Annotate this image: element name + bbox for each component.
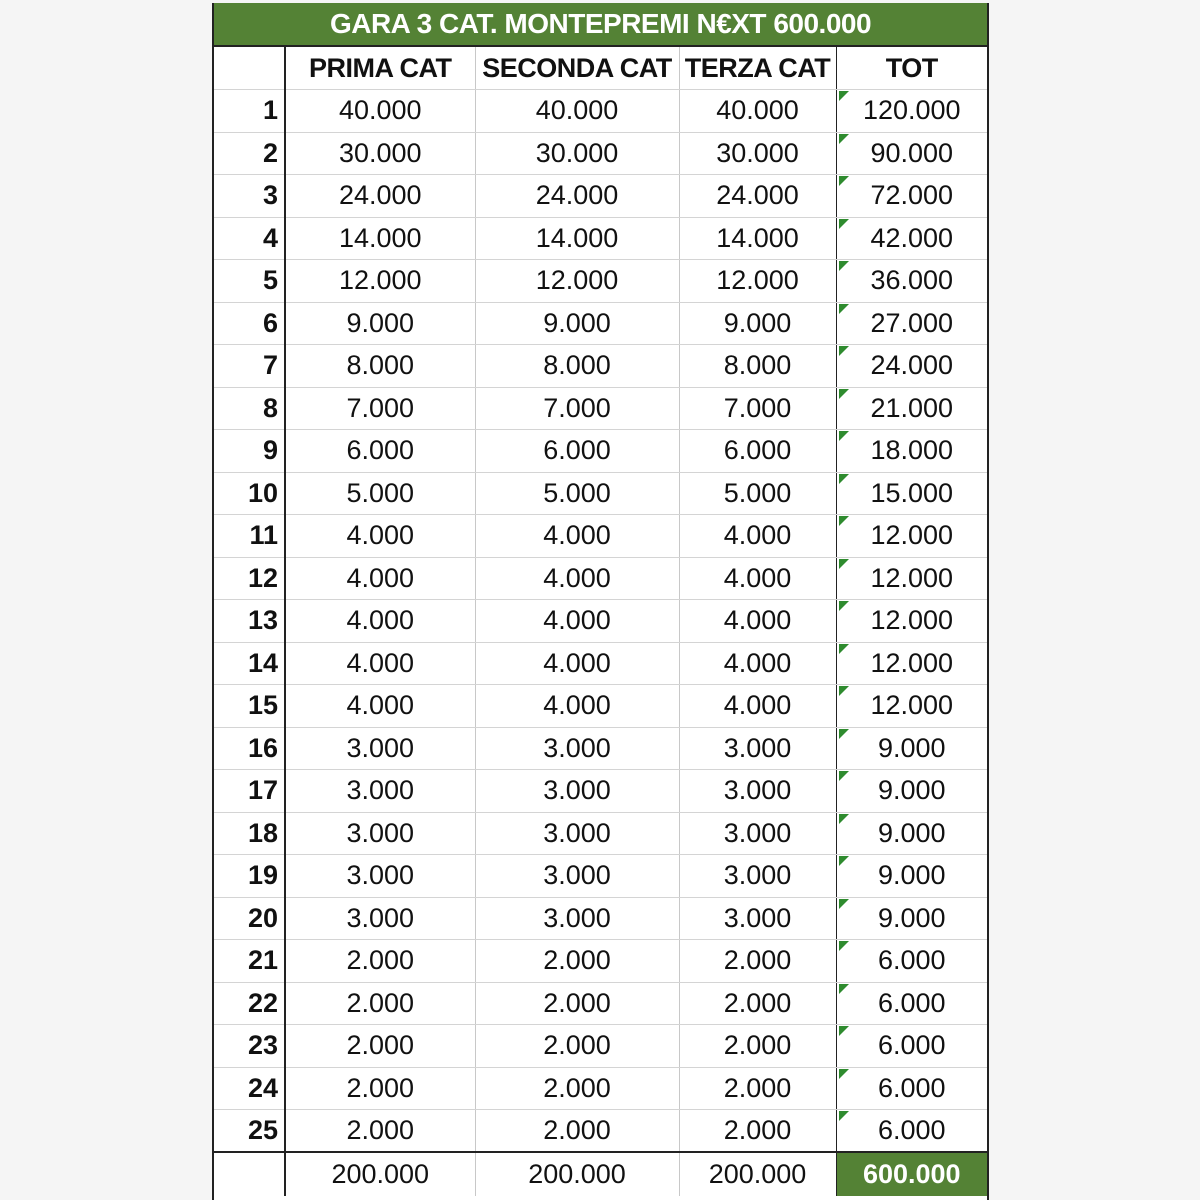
prima-cat-cell[interactable]: 8.000: [285, 345, 475, 388]
terza-cat-cell[interactable]: 8.000: [679, 345, 836, 388]
table-row: [214, 770, 987, 813]
terza-cat-cell[interactable]: 3.000: [679, 897, 836, 940]
table-row: [214, 430, 987, 473]
seconda-cat-cell[interactable]: 6.000: [475, 430, 679, 473]
terza-cat-cell[interactable]: 4.000: [679, 600, 836, 643]
terza-cat-cell[interactable]: 2.000: [679, 940, 836, 983]
total-seconda-cell[interactable]: 200.000: [475, 1152, 679, 1196]
tot-cell[interactable]: [836, 855, 987, 898]
rank-cell[interactable]: 14: [214, 642, 285, 685]
formula-indicator-icon: [839, 814, 849, 824]
formula-indicator-icon: [839, 984, 849, 994]
seconda-cat-cell[interactable]: 9.000: [475, 302, 679, 345]
formula-indicator-icon: [839, 304, 849, 314]
rank-cell[interactable]: 13: [214, 600, 285, 643]
tot-value: 6.000: [877, 1072, 946, 1103]
table-row: [214, 1110, 987, 1153]
seconda-cat-cell[interactable]: 3.000: [475, 855, 679, 898]
total-prima-cell[interactable]: 200.000: [285, 1152, 475, 1196]
seconda-cat-cell[interactable]: 40.000: [475, 90, 679, 133]
tot-value: 21.000: [870, 392, 954, 423]
rank-cell[interactable]: 6: [214, 302, 285, 345]
rank-cell[interactable]: 2: [214, 132, 285, 175]
prima-cat-cell[interactable]: 3.000: [285, 770, 475, 813]
rank-cell[interactable]: 17: [214, 770, 285, 813]
tot-value: 18.000: [870, 435, 954, 466]
table-row: [214, 982, 987, 1025]
prima-cat-cell[interactable]: 5.000: [285, 472, 475, 515]
tot-cell[interactable]: [836, 897, 987, 940]
seconda-cat-cell[interactable]: 4.000: [475, 642, 679, 685]
table-row: [214, 1025, 987, 1068]
tot-cell[interactable]: [836, 132, 987, 175]
prima-cat-cell[interactable]: 4.000: [285, 515, 475, 558]
tot-value: 120.000: [862, 95, 961, 126]
terza-cat-cell[interactable]: 3.000: [679, 727, 836, 770]
terza-cat-cell[interactable]: 2.000: [679, 1067, 836, 1110]
rank-cell[interactable]: 10: [214, 472, 285, 515]
formula-indicator-icon: [839, 91, 849, 101]
formula-indicator-icon: [839, 601, 849, 611]
formula-indicator-icon: [839, 261, 849, 271]
prima-cat-cell[interactable]: 4.000: [285, 557, 475, 600]
formula-indicator-icon: [839, 941, 849, 951]
prima-cat-cell[interactable]: 24.000: [285, 175, 475, 218]
formula-indicator-icon: [839, 431, 849, 441]
prima-cat-cell[interactable]: 2.000: [285, 1110, 475, 1153]
prize-table-sheet: [212, 3, 989, 1200]
tot-cell[interactable]: [836, 217, 987, 260]
prima-cat-cell[interactable]: 2.000: [285, 940, 475, 983]
rank-cell[interactable]: 12: [214, 557, 285, 600]
table-title: GARA 3 CAT. MONTEPREMI N€XT 600.000: [214, 3, 987, 47]
rank-cell[interactable]: 20: [214, 897, 285, 940]
totals-row: [214, 1152, 987, 1196]
table-row: [214, 387, 987, 430]
table-row: [214, 217, 987, 260]
formula-indicator-icon: [839, 899, 849, 909]
table-row: [214, 727, 987, 770]
rank-cell[interactable]: 23: [214, 1025, 285, 1068]
rank-cell[interactable]: 25: [214, 1110, 285, 1153]
tot-cell[interactable]: [836, 1025, 987, 1068]
tot-cell[interactable]: [836, 982, 987, 1025]
tot-cell[interactable]: [836, 642, 987, 685]
terza-cat-cell[interactable]: 3.000: [679, 855, 836, 898]
tot-value: 12.000: [870, 647, 954, 678]
table-row: [214, 940, 987, 983]
table-row: [214, 302, 987, 345]
table-row: [214, 897, 987, 940]
tot-value: 15.000: [870, 477, 954, 508]
tot-cell[interactable]: [836, 515, 987, 558]
header-rank[interactable]: [214, 47, 285, 90]
formula-indicator-icon: [839, 1069, 849, 1079]
rank-cell[interactable]: 7: [214, 345, 285, 388]
formula-indicator-icon: [839, 559, 849, 569]
terza-cat-cell[interactable]: 4.000: [679, 557, 836, 600]
table-row: [214, 132, 987, 175]
tot-value: 24.000: [870, 350, 954, 381]
terza-cat-cell[interactable]: 7.000: [679, 387, 836, 430]
tot-cell[interactable]: [836, 345, 987, 388]
tot-cell[interactable]: [836, 430, 987, 473]
terza-cat-cell[interactable]: 6.000: [679, 430, 836, 473]
seconda-cat-cell[interactable]: 2.000: [475, 1025, 679, 1068]
formula-indicator-icon: [839, 771, 849, 781]
seconda-cat-cell[interactable]: 14.000: [475, 217, 679, 260]
tot-value: 6.000: [877, 987, 946, 1018]
terza-cat-cell[interactable]: 2.000: [679, 982, 836, 1025]
prima-cat-cell[interactable]: 30.000: [285, 132, 475, 175]
prima-cat-cell[interactable]: 14.000: [285, 217, 475, 260]
formula-indicator-icon: [839, 389, 849, 399]
seconda-cat-cell[interactable]: 5.000: [475, 472, 679, 515]
terza-cat-cell[interactable]: 3.000: [679, 812, 836, 855]
tot-cell[interactable]: [836, 472, 987, 515]
rank-cell[interactable]: 24: [214, 1067, 285, 1110]
seconda-cat-cell[interactable]: 3.000: [475, 812, 679, 855]
formula-indicator-icon: [839, 686, 849, 696]
tot-cell[interactable]: [836, 770, 987, 813]
grand-total-cell[interactable]: 600.000: [836, 1152, 987, 1196]
prima-cat-cell[interactable]: 40.000: [285, 90, 475, 133]
terza-cat-cell[interactable]: 2.000: [679, 1025, 836, 1068]
table-row: [214, 642, 987, 685]
header-row: [214, 47, 987, 90]
table-row: [214, 345, 987, 388]
tot-value: 12.000: [870, 562, 954, 593]
formula-indicator-icon: [839, 729, 849, 739]
prima-cat-cell[interactable]: 6.000: [285, 430, 475, 473]
prima-cat-cell[interactable]: 3.000: [285, 897, 475, 940]
rank-cell[interactable]: 11: [214, 515, 285, 558]
seconda-cat-cell[interactable]: 2.000: [475, 1067, 679, 1110]
terza-cat-cell[interactable]: 9.000: [679, 302, 836, 345]
rank-cell[interactable]: 4: [214, 217, 285, 260]
tot-cell[interactable]: [836, 812, 987, 855]
prima-cat-cell[interactable]: 12.000: [285, 260, 475, 303]
tot-value: 9.000: [877, 817, 946, 848]
rank-cell[interactable]: 1: [214, 90, 285, 133]
terza-cat-cell[interactable]: 30.000: [679, 132, 836, 175]
seconda-cat-cell[interactable]: 4.000: [475, 557, 679, 600]
tot-value: 90.000: [870, 137, 954, 168]
rank-cell[interactable]: 8: [214, 387, 285, 430]
totals-rank-cell[interactable]: [214, 1152, 285, 1196]
seconda-cat-cell[interactable]: 3.000: [475, 897, 679, 940]
tot-value: 42.000: [870, 222, 954, 253]
terza-cat-cell[interactable]: 3.000: [679, 770, 836, 813]
prima-cat-cell[interactable]: 3.000: [285, 727, 475, 770]
formula-indicator-icon: [839, 134, 849, 144]
tot-value: 6.000: [877, 1030, 946, 1061]
prima-cat-cell[interactable]: 3.000: [285, 812, 475, 855]
tot-cell[interactable]: [836, 600, 987, 643]
tot-value: 12.000: [870, 520, 954, 551]
formula-indicator-icon: [839, 516, 849, 526]
seconda-cat-cell[interactable]: 24.000: [475, 175, 679, 218]
terza-cat-cell[interactable]: 5.000: [679, 472, 836, 515]
tot-value: 9.000: [877, 902, 946, 933]
seconda-cat-cell[interactable]: 3.000: [475, 727, 679, 770]
rank-cell[interactable]: 9: [214, 430, 285, 473]
prima-cat-cell[interactable]: 2.000: [285, 1067, 475, 1110]
prize-table: [214, 47, 987, 1196]
formula-indicator-icon: [839, 176, 849, 186]
tot-value: 6.000: [877, 1115, 946, 1145]
tot-value: 72.000: [870, 180, 954, 211]
tot-cell[interactable]: [836, 1110, 987, 1153]
formula-indicator-icon: [839, 644, 849, 654]
table-row: [214, 260, 987, 303]
tot-cell[interactable]: [836, 175, 987, 218]
tot-value: 9.000: [877, 732, 946, 763]
header-tot[interactable]: TOT: [836, 47, 987, 90]
seconda-cat-cell[interactable]: 2.000: [475, 940, 679, 983]
table-row: [214, 515, 987, 558]
formula-indicator-icon: [839, 1111, 849, 1121]
seconda-cat-cell[interactable]: 4.000: [475, 600, 679, 643]
tot-value: 12.000: [870, 605, 954, 636]
terza-cat-cell[interactable]: 12.000: [679, 260, 836, 303]
table-row: [214, 472, 987, 515]
terza-cat-cell[interactable]: 40.000: [679, 90, 836, 133]
prima-cat-cell[interactable]: 4.000: [285, 685, 475, 728]
seconda-cat-cell[interactable]: 3.000: [475, 770, 679, 813]
tot-cell[interactable]: [836, 685, 987, 728]
tot-cell[interactable]: [836, 90, 987, 133]
header-prima-cat[interactable]: PRIMA CAT: [285, 47, 475, 90]
prima-cat-cell[interactable]: 4.000: [285, 642, 475, 685]
prima-cat-cell[interactable]: 7.000: [285, 387, 475, 430]
seconda-cat-cell[interactable]: 12.000: [475, 260, 679, 303]
terza-cat-cell[interactable]: 2.000: [679, 1110, 836, 1153]
table-row: [214, 685, 987, 728]
tot-value: 36.000: [870, 265, 954, 296]
formula-indicator-icon: [839, 474, 849, 484]
table-row: [214, 600, 987, 643]
tot-cell[interactable]: [836, 1067, 987, 1110]
formula-indicator-icon: [839, 346, 849, 356]
terza-cat-cell[interactable]: 4.000: [679, 515, 836, 558]
prima-cat-cell[interactable]: 2.000: [285, 1025, 475, 1068]
tot-cell[interactable]: [836, 727, 987, 770]
tot-cell[interactable]: [836, 557, 987, 600]
seconda-cat-cell[interactable]: 4.000: [475, 515, 679, 558]
tot-cell[interactable]: [836, 387, 987, 430]
seconda-cat-cell[interactable]: 4.000: [475, 685, 679, 728]
rank-cell[interactable]: 15: [214, 685, 285, 728]
table-row: [214, 1067, 987, 1110]
prima-cat-cell[interactable]: 2.000: [285, 982, 475, 1025]
terza-cat-cell[interactable]: 4.000: [679, 642, 836, 685]
tot-value: 27.000: [870, 307, 954, 338]
table-row: [214, 90, 987, 133]
total-terza-cell[interactable]: 200.000: [679, 1152, 836, 1196]
tot-cell[interactable]: [836, 260, 987, 303]
terza-cat-cell[interactable]: 24.000: [679, 175, 836, 218]
tot-value: 12.000: [870, 690, 954, 721]
prima-cat-cell[interactable]: 3.000: [285, 855, 475, 898]
seconda-cat-cell[interactable]: 2.000: [475, 982, 679, 1025]
prima-cat-cell[interactable]: 4.000: [285, 600, 475, 643]
tot-cell[interactable]: [836, 302, 987, 345]
header-seconda-cat[interactable]: SECONDA CAT: [475, 47, 679, 90]
seconda-cat-cell[interactable]: 30.000: [475, 132, 679, 175]
table-row: [214, 812, 987, 855]
formula-indicator-icon: [839, 856, 849, 866]
seconda-cat-cell[interactable]: 2.000: [475, 1110, 679, 1153]
tot-value: 9.000: [877, 775, 946, 806]
prima-cat-cell[interactable]: 9.000: [285, 302, 475, 345]
seconda-cat-cell[interactable]: 8.000: [475, 345, 679, 388]
formula-indicator-icon: [839, 1026, 849, 1036]
rank-cell[interactable]: 3: [214, 175, 285, 218]
table-row: [214, 175, 987, 218]
terza-cat-cell[interactable]: 14.000: [679, 217, 836, 260]
rank-cell[interactable]: 5: [214, 260, 285, 303]
terza-cat-cell[interactable]: 4.000: [679, 685, 836, 728]
rank-cell[interactable]: 16: [214, 727, 285, 770]
rank-cell[interactable]: 22: [214, 982, 285, 1025]
tot-value: 6.000: [877, 945, 946, 976]
header-terza-cat[interactable]: TERZA CAT: [679, 47, 836, 90]
rank-cell[interactable]: 18: [214, 812, 285, 855]
rank-cell[interactable]: 21: [214, 940, 285, 983]
tot-cell[interactable]: [836, 940, 987, 983]
table-row: [214, 557, 987, 600]
rank-cell[interactable]: 19: [214, 855, 285, 898]
tot-value: 9.000: [877, 860, 946, 891]
seconda-cat-cell[interactable]: 7.000: [475, 387, 679, 430]
table-row: [214, 855, 987, 898]
formula-indicator-icon: [839, 219, 849, 229]
